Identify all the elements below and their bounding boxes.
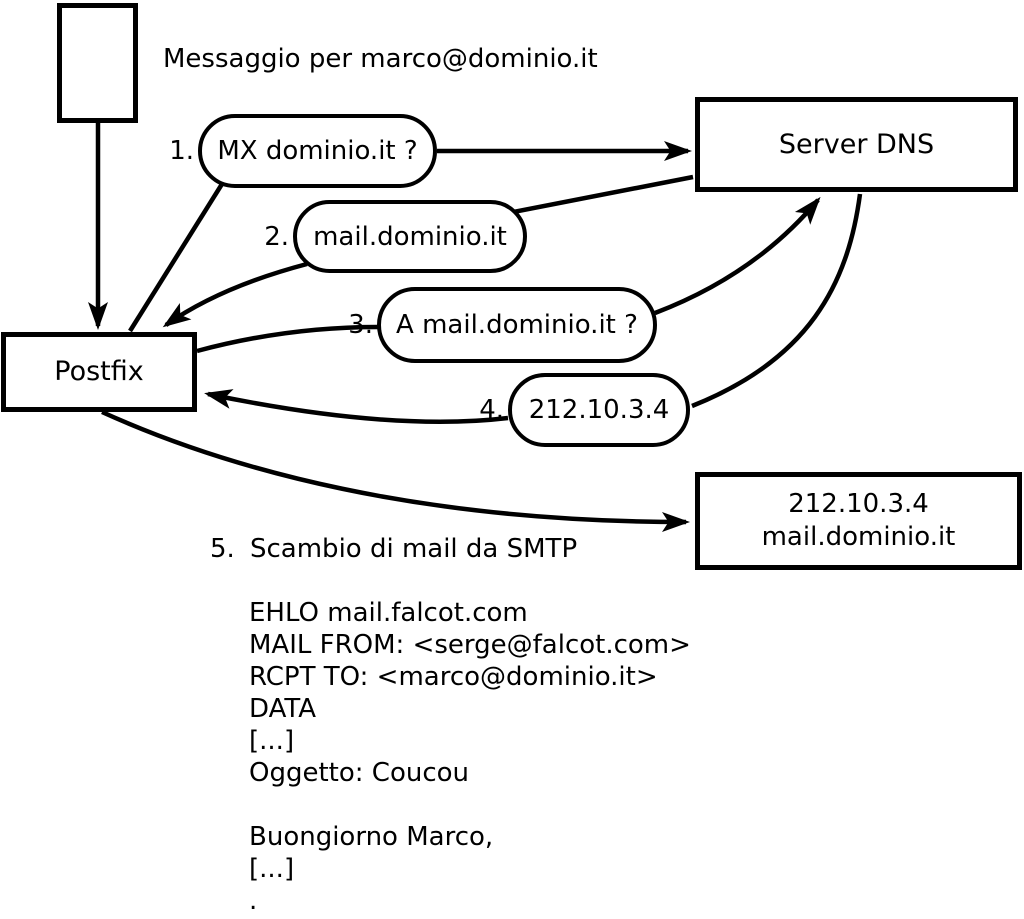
message-node <box>57 3 138 123</box>
smtp-transcript <box>249 597 691 917</box>
step4-number: 4. <box>479 395 504 425</box>
smtp-line: Oggetto: Coucou <box>249 758 470 788</box>
smtp-line: [...] <box>249 726 295 756</box>
step1-number: 1. <box>169 136 194 166</box>
step2-number: 2. <box>264 222 289 252</box>
step1-query-pill: MX dominio.it ? <box>198 114 437 188</box>
smtp-line: Buongiorno Marco, <box>249 822 494 852</box>
arrow-step2-dns-to-pill <box>508 177 693 213</box>
smtp-line: MAIL FROM: <serge@falcot.com> <box>249 630 691 660</box>
arrow-step3-pill-to-dns <box>655 200 818 313</box>
step3-query-pill: A mail.dominio.it ? <box>377 287 657 363</box>
postfix-node: Postfix <box>1 332 197 412</box>
target-hostname: mail.dominio.it <box>761 522 956 552</box>
target-ip: 212.10.3.4 <box>788 489 929 519</box>
step4-answer-pill: 212.10.3.4 <box>508 373 690 447</box>
step5-label: Scambio di mail da SMTP <box>250 534 578 564</box>
smtp-line: EHLO mail.falcot.com <box>249 598 528 628</box>
arrow-step4-pill-to-postfix <box>208 394 508 422</box>
target-mail-server-node <box>695 472 1022 570</box>
dns-server-node: Server DNS <box>695 97 1018 192</box>
arrow-step4-dns-to-pill <box>692 194 860 406</box>
smtp-line: [...] <box>249 854 295 884</box>
arrow-step1-postfix-to-pill <box>130 184 222 331</box>
step3-number: 3. <box>348 310 373 340</box>
step5-caption <box>210 534 577 565</box>
smtp-line <box>249 789 691 821</box>
step2-answer-pill: mail.dominio.it <box>293 200 527 273</box>
message-caption: Messaggio per marco@dominio.it <box>163 44 598 74</box>
smtp-line: . <box>249 886 258 916</box>
smtp-line: DATA <box>249 694 316 724</box>
step5-number: 5. <box>210 534 235 564</box>
arrow-step2-pill-to-postfix <box>166 264 307 325</box>
smtp-line: RCPT TO: <marco@dominio.it> <box>249 662 658 692</box>
